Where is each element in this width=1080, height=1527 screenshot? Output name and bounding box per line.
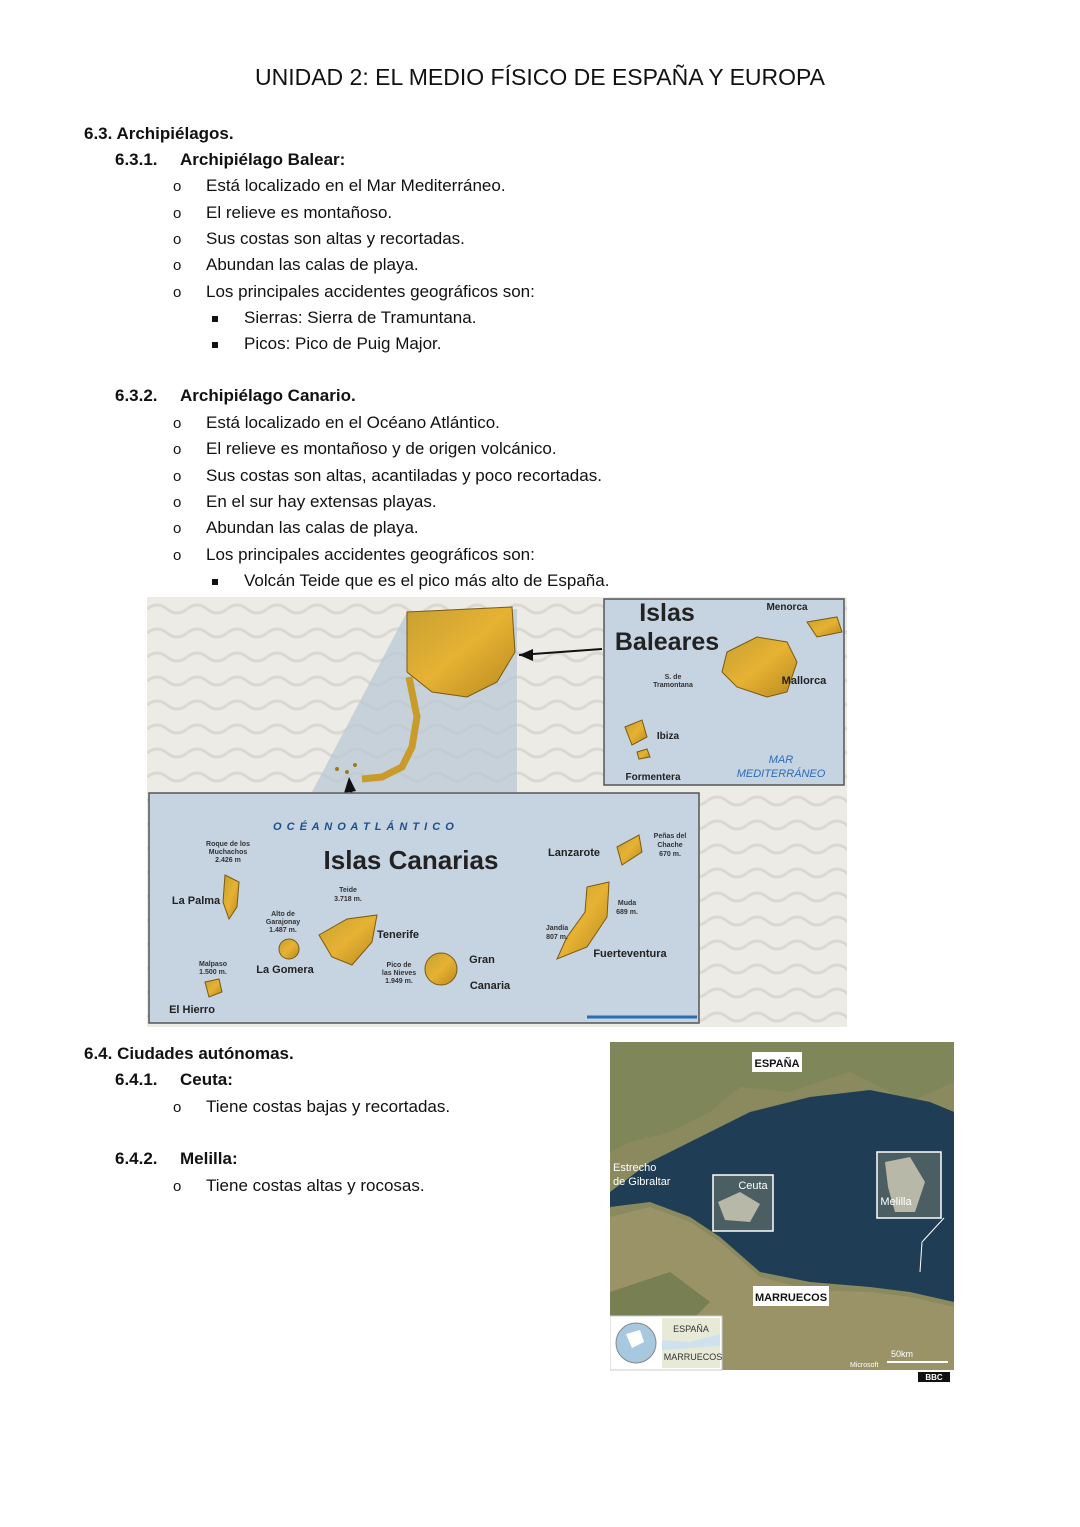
list-item: El relieve es montañoso y de origen volcánico. bbox=[206, 439, 557, 458]
subsection-title: Archipiélago Canario. bbox=[180, 386, 356, 405]
inset-label-espana: ESPAÑA bbox=[673, 1324, 709, 1334]
list-item: Está localizado en el Océano Atlántico. bbox=[206, 413, 500, 432]
label-roque: 2.426 m bbox=[215, 857, 241, 864]
label-pico: Pico de bbox=[386, 962, 412, 969]
bullet-circle: o bbox=[173, 520, 182, 537]
label-ocean: O C É A N O A T L Á N T I C O bbox=[273, 821, 455, 833]
label-jandia: Jandía bbox=[545, 925, 569, 932]
list-item: Sus costas son altas, acantiladas y poco recortadas. bbox=[206, 466, 602, 485]
subsection-title: Ceuta: bbox=[180, 1070, 233, 1089]
bullet-circle: o bbox=[173, 494, 182, 511]
label-malpaso: Malpaso bbox=[198, 961, 228, 968]
label-alto: 1.487 m. bbox=[269, 927, 297, 934]
baleares-inset bbox=[604, 599, 844, 785]
bullet-circle: o bbox=[173, 284, 182, 301]
label-penas: 670 m. bbox=[659, 851, 681, 858]
inset-label-marruecos: MARRUECOS bbox=[663, 1352, 723, 1362]
baleares-title: Islas bbox=[639, 599, 695, 627]
scale-label: 50km bbox=[891, 1349, 914, 1359]
section-heading-6-3: 6.3. Archipiélagos. bbox=[84, 124, 234, 143]
bullet-circle: o bbox=[173, 178, 182, 195]
page-title: UNIDAD 2: EL MEDIO FÍSICO DE ESPAÑA Y EUROPA bbox=[254, 64, 826, 90]
label-estrecho: Estrecho bbox=[613, 1162, 657, 1174]
subsection-number: 6.3.2. bbox=[115, 386, 158, 405]
label-mar: MEDITERRÁNEO bbox=[736, 768, 826, 780]
label-teide: Teide bbox=[339, 887, 357, 894]
label-mallorca: Mallorca bbox=[781, 675, 827, 687]
bullet-circle: o bbox=[173, 1099, 182, 1116]
label-ceuta: Ceuta bbox=[738, 1180, 768, 1192]
label-la-gomera: La Gomera bbox=[256, 964, 314, 976]
list-item: Tiene costas altas y rocosas. bbox=[206, 1176, 425, 1195]
label-pico: 1.949 m. bbox=[385, 978, 413, 985]
sub-list-item: Sierras: Sierra de Tramuntana. bbox=[244, 308, 477, 327]
list-item: Los principales accidentes geográficos son: bbox=[206, 282, 535, 301]
label-marruecos: MARRUECOS bbox=[754, 1292, 828, 1304]
label-tramuntana: Tramontana bbox=[653, 682, 693, 689]
list-item: En el sur hay extensas playas. bbox=[206, 492, 437, 511]
label-alto: Garajonay bbox=[265, 919, 301, 926]
label-tramuntana: S. de bbox=[664, 674, 682, 681]
bbc-logo: BBC bbox=[925, 1373, 943, 1382]
bullet-circle: o bbox=[173, 468, 182, 485]
sub-list-item: Picos: Pico de Puig Major. bbox=[244, 334, 442, 353]
section-heading-6-4: 6.4. Ciudades autónomas. bbox=[84, 1044, 294, 1063]
subsection-title: Melilla: bbox=[180, 1149, 238, 1168]
label-el-hierro: El Hierro bbox=[169, 1004, 215, 1016]
label-la-palma: La Palma bbox=[171, 895, 221, 907]
bullet-circle: o bbox=[173, 1178, 182, 1195]
bullet-circle: o bbox=[173, 441, 182, 458]
label-muda: 689 m. bbox=[616, 909, 638, 916]
label-espana: ESPAÑA bbox=[754, 1058, 800, 1070]
label-roque: Muchachos bbox=[208, 849, 248, 856]
canarias-inset bbox=[149, 793, 699, 1023]
bullet-square bbox=[212, 342, 218, 348]
label-muda: Muda bbox=[617, 900, 637, 907]
sub-list-item: Volcán Teide que es el pico más alto de España. bbox=[244, 571, 610, 590]
list-item: Sus costas son altas y recortadas. bbox=[206, 229, 465, 248]
label-penas: Peñas del bbox=[653, 833, 687, 840]
label-pico: las Nieves bbox=[381, 970, 417, 977]
label-alto: Alto de bbox=[271, 911, 295, 918]
microsoft-credit: Microsoft bbox=[850, 1362, 879, 1369]
label-ibiza: Ibiza bbox=[656, 731, 680, 742]
bullet-square bbox=[212, 316, 218, 322]
label-lanzarote: Lanzarote bbox=[548, 847, 600, 859]
ceuta-melilla-map bbox=[610, 1042, 954, 1382]
label-gran-canaria: Gran bbox=[469, 954, 495, 966]
bullet-circle: o bbox=[173, 257, 182, 274]
list-item: El relieve es montañoso. bbox=[206, 203, 393, 222]
subsection-number: 6.4.1. bbox=[115, 1070, 158, 1089]
canarias-title: Islas Canarias bbox=[323, 845, 499, 875]
islands-map bbox=[147, 597, 847, 1027]
list-item: Abundan las calas de playa. bbox=[206, 518, 419, 537]
label-roque: Roque de los bbox=[206, 841, 250, 848]
label-melilla: Melilla bbox=[880, 1196, 912, 1208]
label-penas: Chache bbox=[657, 842, 683, 849]
bullet-circle: o bbox=[173, 205, 182, 222]
list-item: Abundan las calas de playa. bbox=[206, 255, 419, 274]
label-formentera: Formentera bbox=[625, 772, 681, 783]
label-teide: 3.718 m. bbox=[334, 896, 362, 903]
subsection-number: 6.4.2. bbox=[115, 1149, 158, 1168]
list-item: Los principales accidentes geográficos son: bbox=[206, 545, 535, 564]
bullet-circle: o bbox=[173, 547, 182, 564]
label-tenerife: Tenerife bbox=[377, 929, 419, 941]
label-fuerteventura: Fuerteventura bbox=[593, 948, 667, 960]
label-gran-canaria: Canaria bbox=[469, 980, 511, 992]
bullet-circle: o bbox=[173, 415, 182, 432]
list-item: Tiene costas bajas y recortadas. bbox=[206, 1097, 451, 1116]
label-estrecho: de Gibraltar bbox=[613, 1176, 671, 1188]
label-malpaso: 1.500 m. bbox=[199, 969, 227, 976]
list-item: Está localizado en el Mar Mediterráneo. bbox=[206, 176, 506, 195]
subsection-number: 6.3.1. bbox=[115, 150, 158, 169]
label-menorca: Menorca bbox=[766, 602, 808, 613]
baleares-title: Baleares bbox=[614, 628, 720, 656]
label-mar: MAR bbox=[768, 754, 794, 766]
bullet-square bbox=[212, 579, 218, 585]
subsection-title: Archipiélago Balear: bbox=[180, 150, 346, 169]
label-jandia: 807 m. bbox=[546, 934, 568, 941]
bullet-circle: o bbox=[173, 231, 182, 248]
